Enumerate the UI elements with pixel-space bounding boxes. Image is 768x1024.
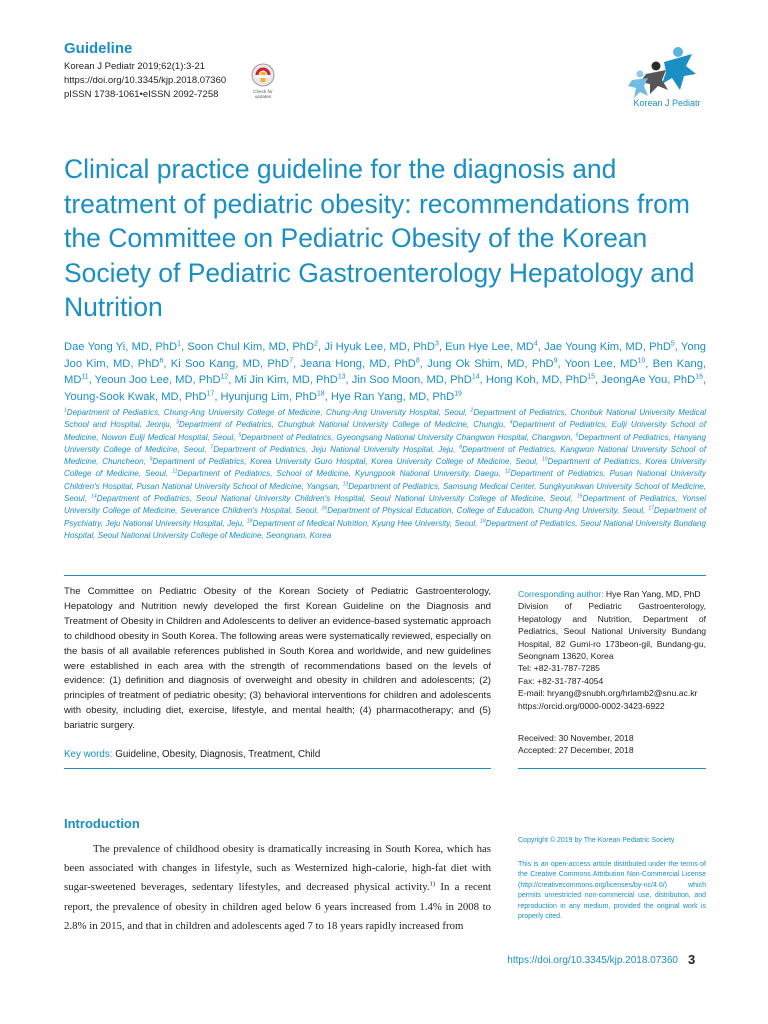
page-number: 3 <box>688 952 696 967</box>
affiliation-text: Department of Pediatrics, Gyeongsang National University Changwon Hospital, Changwon, <box>241 432 576 442</box>
intro-text-2: In a recent report, the prevalence of obesity in children aged below 6 years increased from 1.4% in 2008 to 2.8% in 2015, and that in children and adolescents aged 7 to 18 years rapidly increased from <box>64 881 491 932</box>
author-name: Hyunjung Lim, PhD <box>220 390 317 403</box>
affiliation-text: Department of Pediatrics, Seoul National University Children's Hospital, Seoul National University College of Medicine, Seoul, <box>96 494 577 504</box>
affiliation-number: 2 <box>470 407 474 414</box>
affiliation-number: 14 <box>91 493 97 500</box>
author-affiliation-ref: 16 <box>695 373 703 381</box>
author-affiliation-ref: 3 <box>434 340 439 348</box>
author <box>171 358 293 370</box>
author-affiliation-ref: 4 <box>533 340 538 348</box>
license-notice: This is an open-access article distributed under the terms of the Creative Commons Attribution Non-Commercial License (http://creativecommons.org/licenses/by-nc/4.0/) which permits unrestricted non-commercial use, distribution, and reproduction in any medium, provided the original work is properly cited. <box>518 861 706 921</box>
affiliation-number: 3 <box>176 419 179 426</box>
corresponding-label: Corresponding author: <box>518 589 604 599</box>
corresponding-tel: Tel: +82-31-787-7285 <box>518 663 600 674</box>
author-name: Soon Chul Kim, MD, PhD <box>187 341 315 353</box>
affiliation-number: 4 <box>509 419 513 426</box>
citation: Korean J Pediatr 2019;62(1):3-21 <box>64 61 206 72</box>
author-affiliation-ref: 5 <box>670 340 675 348</box>
section-heading-introduction: Introduction <box>64 816 140 831</box>
author-affiliation-ref: 6 <box>159 356 164 364</box>
author-affiliation-ref: 9 <box>553 356 558 364</box>
affiliation-text: Department of Pediatrics, Pusan National University Children's Hospital, Pusan National University School of Medicine, Yangsan, <box>64 469 706 491</box>
author-affiliation-ref: 13 <box>337 373 346 381</box>
keywords <box>64 749 491 760</box>
affiliation-text: Department of Pediatrics, Eulji University School of Medicine, Nowon Eulji Medical Hospital, Seoul, <box>64 420 706 442</box>
author <box>352 374 480 386</box>
affiliation-number: 10 <box>541 456 548 463</box>
issn: pISSN 1738-1061•eISSN 2092-7258 <box>64 89 219 100</box>
corresponding-address: Division of Pediatric Gastroenterology, Hepatology and Nutrition, Department of Pediatrics, Seoul National University Bundang Hospital, 82 Gumi-ro 173beon-gil, Bundang-gu, Seongnam 13620, Korea <box>518 601 706 662</box>
author-affiliation-ref: 2 <box>314 340 318 348</box>
affiliation-number: 16 <box>321 505 328 512</box>
divider <box>518 768 706 769</box>
affiliation-text: Department of Pediatrics, Yonsei University College of Medicine, Severance Children's Hospital, Seoul, <box>64 494 706 516</box>
citation-ref[interactable]: 1) <box>429 880 436 888</box>
author-name: Yeoun Joo Lee, MD, PhD <box>94 374 221 387</box>
article-title: Clinical practice guideline for the diagnosis and treatment of pediatric obesity: recommendations from the Committee on Pediatric Obesity of the Korean Society of Pediatric Gastroenterology Hepatology and Nutrition <box>64 154 695 322</box>
affiliation-number: 11 <box>172 468 178 475</box>
author-name: Yoon Lee, MD <box>564 357 638 370</box>
divider <box>64 575 706 576</box>
crossmark-icon <box>248 62 278 100</box>
author <box>445 341 538 353</box>
author-name: Eun Hye Lee, MD <box>445 341 534 353</box>
author <box>565 358 646 370</box>
author <box>544 341 675 353</box>
author-name: Jin Soo Moon, MD, PhD <box>351 374 472 387</box>
affiliation-text: Department of Pediatrics, Samsung Medical Center, Sungkyunkwan University School of Medicine, Seoul, <box>64 481 706 504</box>
affiliation-number: 19 <box>480 517 486 524</box>
author-affiliation-ref: 18 <box>316 390 325 398</box>
intro-text-1: The prevalence of childhood obesity is dramatically increasing in South Korea, which has been associated with changes in lifestyle, such as Westernized high-calorie, high-fat diet with sugar-sweetened beverages, sedentary lifestyles, and decreased physical activity. <box>64 843 491 894</box>
corresponding-name: Hye Ran Yang, MD, PhD <box>605 589 701 599</box>
introduction-paragraph <box>64 840 491 936</box>
author-affiliation-ref: 14 <box>471 373 480 381</box>
affiliation-number: 12 <box>504 468 511 475</box>
affiliation-text: Department of Pediatrics, Chungbuk National University College of Medicine, Chungju, <box>178 420 510 430</box>
affiliation-text: Department of Psychiatry, Jeju National University Hospital, Jeju, <box>64 506 706 528</box>
author <box>235 374 346 386</box>
author <box>64 341 181 353</box>
author-name: Dae Yong Yi, MD, PhD <box>64 341 178 353</box>
author <box>187 341 318 353</box>
author <box>486 374 595 386</box>
affiliation-number: 8 <box>459 444 462 451</box>
author <box>331 391 462 403</box>
author-affiliation-ref: 19 <box>454 390 462 398</box>
affiliation-text: Department of Pediatrics, Korea University Guro Hospital, Korea University College of Medicine, Seoul, <box>152 457 542 467</box>
affiliation-number: 15 <box>576 493 583 500</box>
author <box>601 374 703 386</box>
journal-logo-text: Korean J Pediatr <box>633 98 701 108</box>
divider <box>64 768 491 769</box>
affiliation-text: Department of Pediatrics, Korea University College of Medicine, Seoul, <box>64 457 706 479</box>
author-affiliation-ref: 10 <box>637 356 646 364</box>
author-affiliation-ref: 8 <box>415 356 420 364</box>
doi-link[interactable]: https://doi.org/10.3345/kjp.2018.07360 <box>64 75 227 86</box>
affiliation-number: 1 <box>64 407 67 414</box>
author-affiliation-ref: 11 <box>81 373 89 381</box>
corresponding-author-box <box>518 588 706 712</box>
author-affiliation-ref: 12 <box>220 373 229 381</box>
affiliation-text: Department of Pediatrics, Chung-Ang University College of Medicine, Chung-Ang University Hospital, Seoul, <box>66 408 471 417</box>
author-name: Hye Ran Yang, MD, PhD <box>330 390 455 403</box>
children-figures-icon <box>626 44 706 100</box>
author-name: Yong Joo Kim, MD, PhD <box>64 341 707 370</box>
affiliation-number: 17 <box>648 505 654 512</box>
author-name: Ki Soo Kang, MD, PhD <box>170 357 290 370</box>
author-name: Ji Hyuk Lee, MD, PhD <box>324 341 435 353</box>
affiliation-text: Department of Pediatrics, Hanyang University College of Medicine, Seoul, <box>64 432 707 454</box>
affiliation-number: 9 <box>149 456 153 463</box>
author-name: Young-Sook Kwak, MD, PhD <box>64 390 207 403</box>
abstract: The Committee on Pediatric Obesity of the Korean Society of Pediatric Gastroenterology, Hepatology and Nutrition newly developed the first Korean Guideline on the Diagnosis and Treatment of Obesity in Children and Adolescents to deliver an evidence-based systematic approach to childhood obesity in South Korea. The following areas were systematically reviewed, especially on the basis of all available references published in South Korea and worldwide, and new guidelines were established in each area with the strength of recommendations based on the levels of evidence: (1) definition and diagnosis of overweight and obesity in children and adolescents; (2) principles of treatment of pediatric obesity; (3) behavioral interventions for children and adolescents with obesity, including diet, exercise, lifestyle, and mental health; (4) pharmacotherapy; and (5) bariatric surgery. <box>64 586 491 732</box>
author <box>324 341 438 353</box>
author <box>427 358 557 370</box>
affiliation-number: 5 <box>238 431 242 438</box>
author-name: JeongAe You, PhD <box>601 374 696 387</box>
affiliation-text: Department of Physical Education, College of Education, Chung-Ang University, Seoul, <box>327 506 649 516</box>
keywords-text: Guideline, Obesity, Diagnosis, Treatment, Child <box>115 749 321 760</box>
footer-doi-link[interactable]: https://doi.org/10.3345/kjp.2018.07360 <box>507 955 678 966</box>
keywords-label: Key words: <box>64 749 113 760</box>
author-affiliation-ref: 7 <box>289 356 294 364</box>
author-affiliation-ref: 1 <box>177 340 181 348</box>
accepted-date: Accepted: 27 December, 2018 <box>518 745 634 756</box>
author <box>64 391 214 403</box>
author-name: Ben Kang, MD <box>64 357 707 387</box>
svg-text:updates: updates <box>254 94 272 99</box>
author-affiliation-ref: 15 <box>587 373 595 381</box>
affiliation-number: 13 <box>342 481 349 488</box>
affiliation-number: 7 <box>210 444 214 451</box>
crossmark-badge[interactable] <box>248 62 278 100</box>
article-type-label: Guideline <box>64 40 133 57</box>
affiliation-number: 18 <box>246 517 253 524</box>
affiliation-text: Department of Medical Nutrition, Kyung Hee University, Seoul, <box>252 518 481 528</box>
dates <box>518 732 706 757</box>
affiliation-number: 6 <box>575 431 579 438</box>
received-date: Received: 30 November, 2018 <box>518 733 634 743</box>
author-name: Hong Koh, MD, PhD <box>485 374 588 387</box>
author-list: Dae Yong Yi, MD, PhD$^1$, Soon Chul Kim, MD, PhD$^2$, Ji Hyuk Lee, MD, PhD$^3$, Eun Hye Lee, $MD^4$, Jae Young Kim, MD, PhD$^5$, Yong Joo Kim, MD, PhD$^6$, Ki Soo Kang, MD, PhD$^7$, Jeana Hong, MD, PhD$^8$, Jung Ok Shim, MD, PhD$^9$, Yoon Lee, MD$^{10}$, Ben Kang, MD$^{11}$, Yeoun Joo Lee, MD, PhD$^{12}$, Mi Jin Kim, MD, PhD$^{13}$, Jin Soo Moon, MD, PhD$^{14}$, Hong Koh, MD, PhD$^{15}$, JeongAe You, PhD$^{16}$, Young-Sook Kwak, MD, PhD$^{17}$, Hyunjung Lim, PhD$^{18}$, Hye Ran Yang, MD, PhD$^{19}$ <box>64 340 707 403</box>
svg-text:Check for: Check for <box>253 89 273 94</box>
author-name: Jeana Hong, MD, PhD <box>300 357 416 370</box>
affiliation-list <box>64 407 706 542</box>
author-name: Jung Ok Shim, MD, PhD <box>427 357 554 370</box>
author-name: Jae Young Kim, MD, PhD <box>544 341 671 353</box>
affiliation-text: Department of Pediatrics, Kangwon National University School of Medicine, Chuncheon, <box>64 444 706 467</box>
author <box>95 374 229 386</box>
copyright-notice: Copyright © 2019 by The Korean Pediatric Society <box>518 837 675 844</box>
author-name: Mi Jin Kim, MD, PhD <box>234 374 338 387</box>
author-affiliation-ref: 17 <box>206 390 215 398</box>
affiliation-text: Department of Pediatrics, School of Medicine, Kyungpook National University, Daegu, <box>177 469 505 479</box>
author <box>221 391 325 403</box>
affiliation-text: Department of Pediatrics, Seoul National University Bundang Hospital, Seoul National University College of Medicine, Seongnam, Korea <box>64 518 706 540</box>
affiliation-text: Department of Pediatrics, Jeju National University Hospital, Jeju, <box>213 444 460 454</box>
corresponding-fax: Fax: +82-31-787-4054 <box>518 675 604 686</box>
author <box>300 358 419 370</box>
corresponding-email[interactable]: E-mail: hryang@snubh.org/hrlamb2@snu.ac.kr <box>518 688 698 699</box>
affiliation-text: Department of Pediatrics, Chonbuk National University Medical School and Hospital, Jeonju, <box>64 408 706 430</box>
corresponding-orcid[interactable]: https://orcid.org/0000-0002-3423-6922 <box>518 700 665 711</box>
